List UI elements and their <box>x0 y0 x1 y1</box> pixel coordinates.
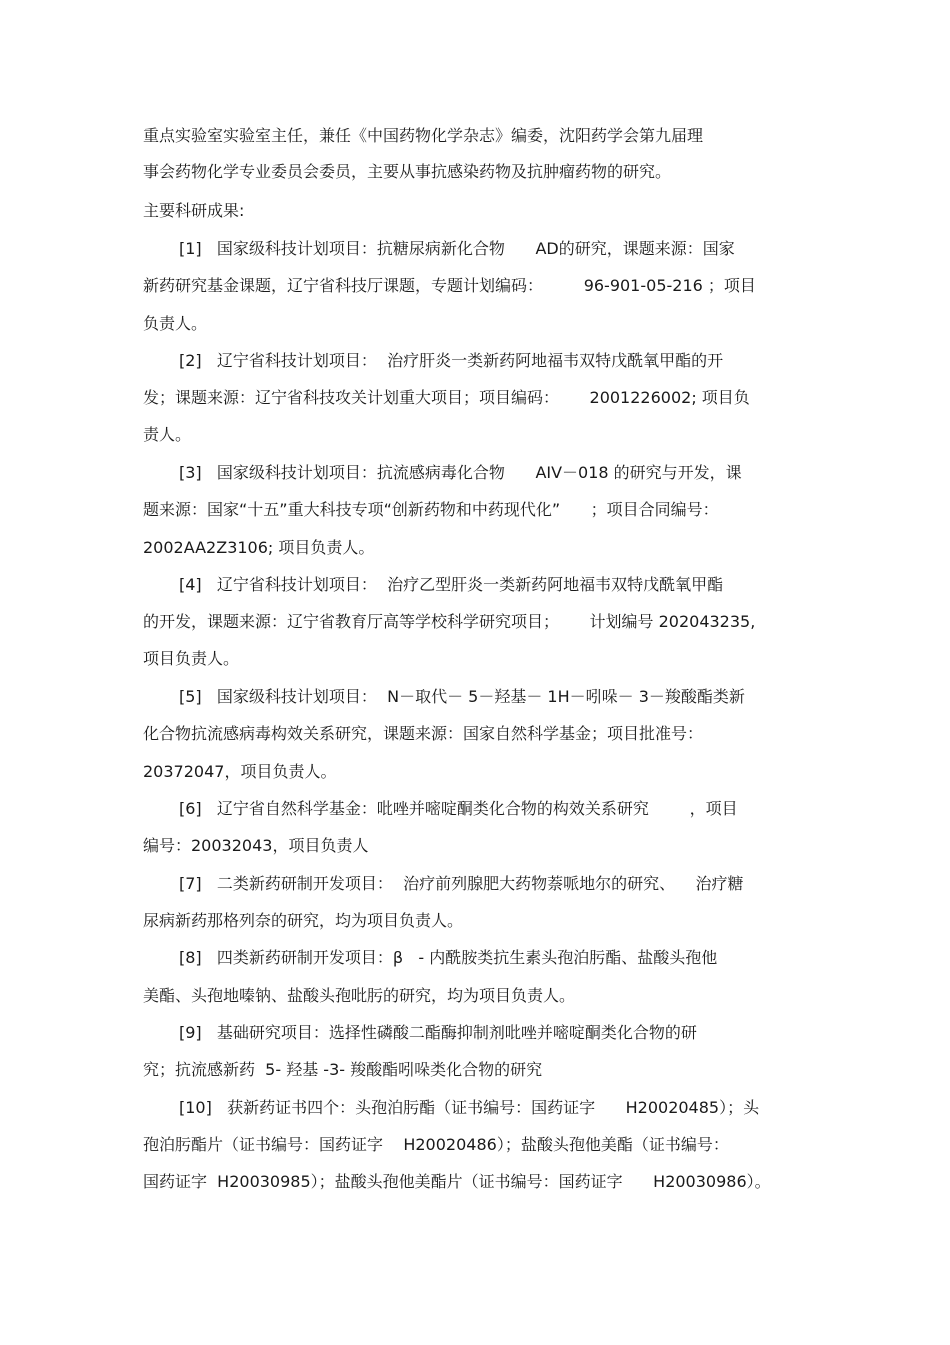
text-line: 化合物抗流感病毒构效关系研究，课题来源：国家自然科学基金；项目批准号： <box>143 724 704 743</box>
text-line: 项目负责人。 <box>143 649 240 668</box>
text-line: 美酯、头孢地嗪钠、盐酸头孢吡肟的研究，均为项目负责人。 <box>143 986 576 1005</box>
text-line: 责人。 <box>143 425 192 444</box>
text-line: 题来源：国家“十五”重大科技专项“创新药物和中药现代化” ；项目合同编号： <box>143 500 719 519</box>
text-line: 2002AA2Z3106; 项目负责人。 <box>143 538 375 557</box>
text-line: 20372047，项目负责人。 <box>143 762 337 781</box>
list-item-7: [7] 二类新药研制开发项目： 治疗前列腺肥大药物萘哌地尔的研究、 治疗糖 <box>179 874 744 893</box>
text-line: 新药研究基金课题，辽宁省科技厅课题，专题计划编码： 96-901-05-216 ；项目 <box>143 276 756 295</box>
list-item-9: [9] 基础研究项目：选择性磷酸二酯酶抑制剂吡唑并嘧啶酮类化合物的研 <box>179 1023 697 1042</box>
list-item-2: [2] 辽宁省科技计划项目： 治疗肝炎一类新药阿地福韦双特戊酰氧甲酯的开 <box>179 351 724 370</box>
list-item-1: [1] 国家级科技计划项目：抗糖尿病新化合物 AD的研究，课题来源：国家 <box>179 239 735 258</box>
list-item-8: [8] 四类新药研制开发项目：β - 内酰胺类抗生素头孢泊肟酯、盐酸头孢他 <box>179 948 718 967</box>
list-item-6: [6] 辽宁省自然科学基金：吡唑并嘧啶酮类化合物的构效关系研究 ，项目 <box>179 799 738 818</box>
text-line: 尿病新药那格列奈的研究，均为项目负责人。 <box>143 911 464 930</box>
text-line: 究；抗流感新药 5- 羟基 -3- 羧酸酯吲哚类化合物的研究 <box>143 1060 543 1079</box>
text-line: 发；课题来源：辽宁省科技攻关计划重大项目；项目编码： 2001226002; 项目负 <box>143 388 750 407</box>
text-line: 事会药物化学专业委员会委员，主要从事抗感染药物及抗肿瘤药物的研究。 <box>143 162 672 181</box>
section-heading: 主要科研成果: <box>143 201 245 220</box>
text-line: 编号：20032043，项目负责人 <box>143 836 369 855</box>
text-line: 国药证字 H20030985）；盐酸头孢他美酯片（证书编号：国药证字 H20030986）。 <box>143 1172 771 1191</box>
list-item-4: [4] 辽宁省科技计划项目： 治疗乙型肝炎一类新药阿地福韦双特戊酰氧甲酯 <box>179 575 724 594</box>
text-line: 重点实验室实验室主任，兼任《中国药物化学杂志》编委，沈阳药学会第九届理 <box>143 126 704 145</box>
list-item-10: [10] 获新药证书四个：头孢泊肟酯（证书编号：国药证字 H20020485）；头 <box>179 1098 760 1117</box>
text-line: 负责人。 <box>143 314 208 333</box>
list-item-5: [5] 国家级科技计划项目： N－取代－ 5－羟基－ 1H－吲哚－ 3－羧酸酯类新 <box>179 687 745 706</box>
text-line: 的开发，课题来源：辽宁省教育厅高等学校科学研究项目； 计划编号 202043235, <box>143 612 756 631</box>
list-item-3: [3] 国家级科技计划项目：抗流感病毒化合物 AIV－018 的研究与开发，课 <box>179 463 742 482</box>
text-line: 孢泊肟酯片（证书编号：国药证字 H20020486）；盐酸头孢他美酯（证书编号： <box>143 1135 729 1154</box>
